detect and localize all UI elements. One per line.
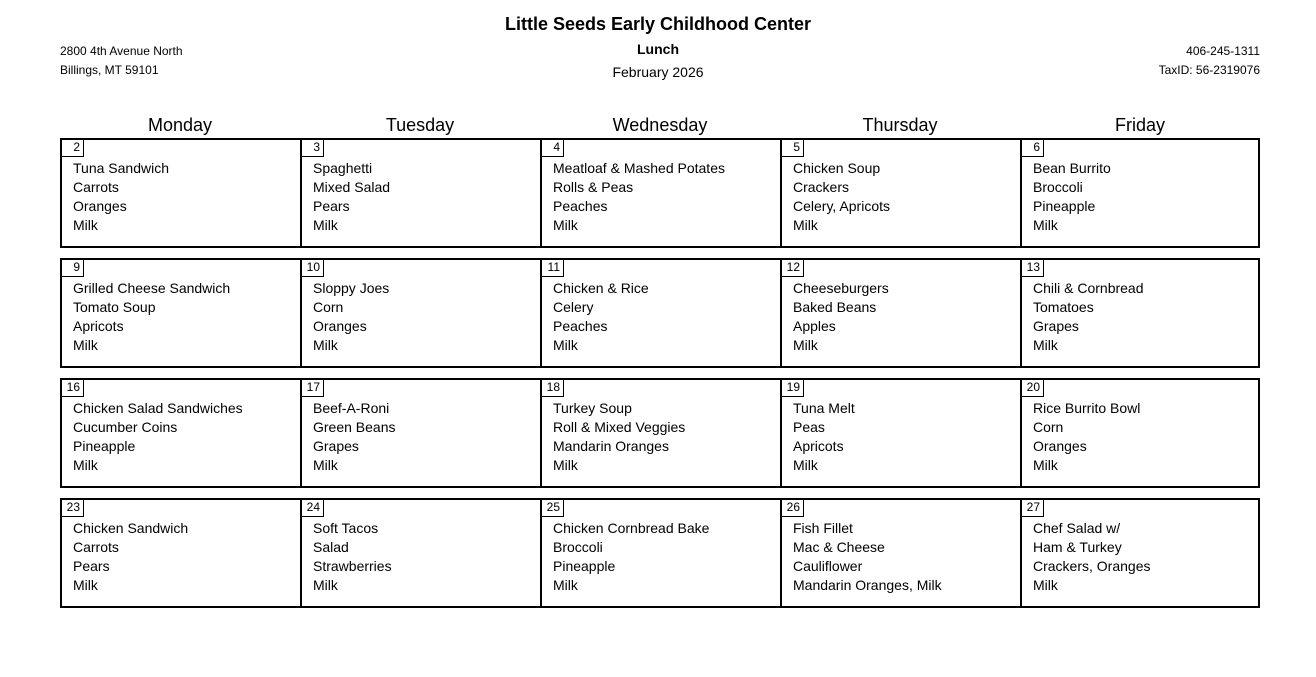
menu-item: Milk (1033, 337, 1058, 353)
menu-item: Celery (553, 299, 594, 315)
menu-items (553, 159, 725, 235)
day-cell (300, 378, 540, 488)
menu-item: Milk (1033, 217, 1058, 233)
menu-items (73, 399, 243, 475)
menu-items (73, 519, 188, 595)
menu-item: Chicken Cornbread Bake (553, 520, 710, 536)
menu-item: Bean Burrito (1033, 160, 1111, 176)
menu-items (553, 279, 649, 355)
day-header-monday: Monday (147, 115, 213, 135)
menu-items (73, 279, 230, 355)
menu-items (553, 399, 685, 475)
menu-item: Mandarin Oranges (553, 438, 669, 454)
menu-item: Milk (73, 457, 98, 473)
menu-item: Turkey Soup (553, 400, 632, 416)
menu-items (793, 279, 889, 355)
menu-item: Milk (553, 457, 578, 473)
day-cell (300, 498, 540, 608)
menu-item: Milk (313, 457, 338, 473)
menu-items (1033, 159, 1111, 235)
date-number: 17 (302, 380, 324, 397)
menu-item: Mandarin Oranges, Milk (793, 577, 942, 593)
menu-item: Milk (793, 457, 818, 473)
menu-items (793, 399, 855, 475)
menu-item: Strawberries (313, 558, 392, 574)
calendar-week (60, 498, 1260, 608)
date-number: 2 (62, 140, 84, 157)
day-cell (780, 378, 1020, 488)
menu-items (313, 399, 396, 475)
menu-items (73, 159, 169, 235)
address-line-1: 2800 4th Avenue North (60, 44, 183, 58)
date-number: 18 (542, 380, 564, 397)
menu-item: Cucumber Coins (73, 419, 178, 435)
menu-item: Soft Tacos (313, 520, 379, 536)
day-cell (540, 498, 780, 608)
day-cell (780, 498, 1020, 608)
day-cell (60, 138, 300, 248)
menu-item: Green Beans (313, 419, 396, 435)
menu-items (793, 519, 942, 595)
menu-item: Chicken Salad Sandwiches (73, 400, 243, 416)
menu-item: Cheeseburgers (793, 280, 889, 296)
menu-item: Oranges (313, 318, 367, 334)
menu-item: Oranges (1033, 438, 1087, 454)
menu-item: Broccoli (1033, 179, 1083, 195)
menu-item: Tuna Sandwich (73, 160, 169, 176)
menu-item: Milk (553, 217, 578, 233)
menu-item: Milk (793, 217, 818, 233)
day-cell (780, 138, 1020, 248)
date-number: 19 (782, 380, 804, 397)
date-number: 13 (1022, 260, 1044, 277)
menu-item: Milk (1033, 457, 1058, 473)
menu-item: Chicken Sandwich (73, 520, 189, 536)
menu-item: Peaches (553, 318, 608, 334)
day-cell (1020, 498, 1260, 608)
menu-item: Milk (313, 217, 338, 233)
menu-item: Grapes (313, 438, 359, 454)
menu-item: Grilled Cheese Sandwich (73, 280, 231, 296)
day-cell (540, 258, 780, 368)
date-number: 20 (1022, 380, 1044, 397)
menu-item: Fish Fillet (793, 520, 853, 536)
date-number: 24 (302, 500, 324, 517)
menu-item: Corn (313, 299, 344, 315)
day-cell (540, 138, 780, 248)
menu-item: Sloppy Joes (313, 280, 390, 296)
date-number: 16 (62, 380, 84, 397)
menu-item: Crackers (793, 179, 850, 195)
date-number: 9 (62, 260, 84, 277)
day-cell (1020, 258, 1260, 368)
menu-items (793, 159, 890, 235)
menu-item: Chef Salad w/ (1033, 520, 1121, 536)
calendar-week (60, 258, 1260, 368)
menu-item: Baked Beans (793, 299, 877, 315)
day-cell (300, 138, 540, 248)
menu-item: Tomato Soup (73, 299, 156, 315)
date-number: 6 (1022, 140, 1044, 157)
menu-item: Milk (793, 337, 818, 353)
calendar-week (60, 378, 1260, 488)
menu-item: Grapes (1033, 318, 1079, 334)
menu-item: Spaghetti (313, 160, 373, 176)
menu-item: Apricots (793, 438, 844, 454)
menu-item: Crackers, Oranges (1033, 558, 1151, 574)
day-cell (540, 378, 780, 488)
day-cell (780, 258, 1020, 368)
menu-item: Tomatoes (1033, 299, 1094, 315)
menu-item: Milk (553, 337, 578, 353)
day-header-thursday: Thursday (862, 115, 938, 135)
day-cell (60, 258, 300, 368)
date-number: 4 (542, 140, 564, 157)
date-number: 25 (542, 500, 564, 517)
menu-item: Chicken & Rice (553, 280, 649, 296)
menu-item: Peas (793, 419, 825, 435)
menu-items (313, 519, 392, 595)
menu-item: Meatloaf & Mashed Potates (553, 160, 725, 176)
phone-number: 406-245-1311 (1186, 44, 1260, 58)
menu-item: Mixed Salad (313, 179, 391, 195)
menu-item: Apricots (73, 318, 124, 334)
menu-item: Milk (313, 577, 338, 593)
menu-item: Salad (313, 539, 349, 555)
menu-items (313, 159, 390, 235)
menu-subtitle: Lunch (637, 41, 679, 57)
day-cell (60, 378, 300, 488)
date-number: 10 (302, 260, 324, 277)
menu-item: Oranges (73, 198, 127, 214)
menu-item: Celery, Apricots (793, 198, 890, 214)
date-number: 12 (782, 260, 804, 277)
menu-item: Rolls & Peas (553, 179, 634, 195)
menu-month: February 2026 (612, 64, 704, 80)
menu-item: Broccoli (553, 539, 603, 555)
menu-items (1033, 399, 1140, 475)
menu-item: Corn (1033, 419, 1064, 435)
date-number: 27 (1022, 500, 1044, 517)
menu-item: Carrots (73, 179, 119, 195)
menu-item: Roll & Mixed Veggies (553, 419, 686, 435)
menu-items (553, 519, 709, 595)
date-number: 5 (782, 140, 804, 157)
day-cell (1020, 138, 1260, 248)
date-number: 11 (542, 260, 564, 277)
menu-item: Peaches (553, 198, 608, 214)
menu-item: Pineapple (1033, 198, 1096, 214)
day-header-tuesday: Tuesday (385, 115, 455, 135)
day-cell (300, 258, 540, 368)
address-line-2: Billings, MT 59101 (60, 63, 159, 77)
menu-item: Chili & Cornbread (1033, 280, 1144, 296)
menu-item: Mac & Cheese (793, 539, 885, 555)
date-number: 26 (782, 500, 804, 517)
calendar-week (60, 138, 1260, 248)
menu-item: Chicken Soup (793, 160, 881, 176)
menu-item: Milk (73, 217, 98, 233)
page-title: Little Seeds Early Childhood Center (504, 14, 812, 34)
date-number: 3 (302, 140, 324, 157)
menu-items (313, 279, 389, 355)
menu-item: Rice Burrito Bowl (1033, 400, 1141, 416)
menu-item: Cauliflower (793, 558, 863, 574)
menu-item: Pineapple (553, 558, 616, 574)
menu-items (1033, 519, 1150, 595)
menu-items (1033, 279, 1144, 355)
menu-item: Beef-A-Roni (313, 400, 390, 416)
day-header-friday: Friday (1114, 115, 1165, 135)
menu-item: Carrots (73, 539, 119, 555)
day-cell (1020, 378, 1260, 488)
menu-item: Ham & Turkey (1033, 539, 1122, 555)
menu-item: Pears (313, 198, 350, 214)
menu-item: Milk (553, 577, 578, 593)
menu-item: Apples (793, 318, 836, 334)
menu-item: Milk (73, 337, 98, 353)
menu-item: Tuna Melt (793, 400, 855, 416)
menu-item: Pineapple (73, 438, 136, 454)
day-header-wednesday: Wednesday (612, 115, 708, 135)
tax-id: TaxID: 56-2319076 (1158, 63, 1260, 77)
menu-item: Milk (313, 337, 338, 353)
menu-item: Pears (73, 558, 110, 574)
date-number: 23 (62, 500, 84, 517)
menu-item: Milk (73, 577, 98, 593)
day-cell (60, 498, 300, 608)
menu-item: Milk (1033, 577, 1058, 593)
